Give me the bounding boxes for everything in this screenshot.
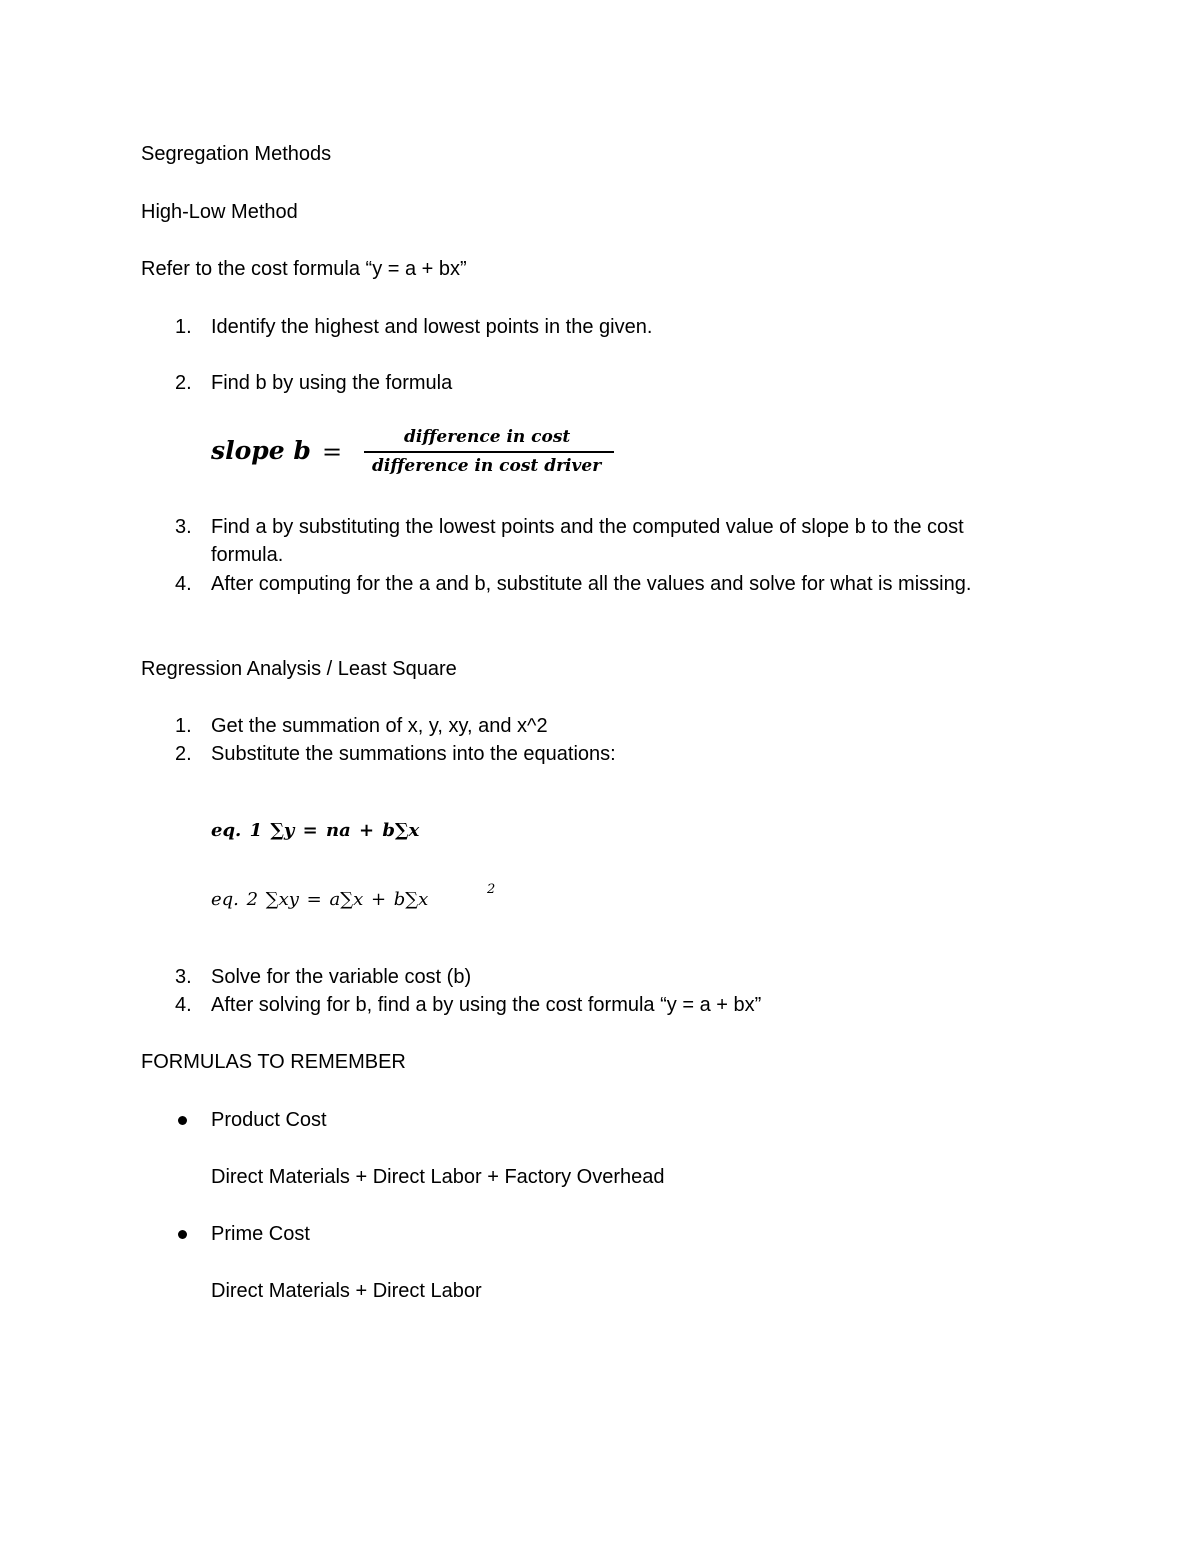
list-number: 4. — [175, 994, 192, 1016]
list-number: 4. — [175, 573, 192, 595]
list-text: Substitute the summations into the equations: — [211, 743, 616, 765]
list-text: Find a by substituting the lowest points and the computed value of slope b to the cost — [211, 516, 964, 538]
list-text: Find b by using the formula — [211, 372, 453, 394]
list-text: Identify the highest and lowest points in the given. — [211, 316, 653, 338]
fraction-bar — [364, 451, 614, 453]
list-text-continuation: formula. — [211, 544, 284, 566]
list-number: 2. — [175, 372, 192, 394]
list-text: Get the summation of x, y, xy, and x^2 — [211, 715, 548, 737]
formula-label-product-cost: Product Cost — [211, 1109, 327, 1131]
list-number: 1. — [175, 316, 192, 338]
list-text: Solve for the variable cost (b) — [211, 966, 472, 988]
document-title: Segregation Methods — [141, 143, 332, 165]
bullet-icon — [178, 1230, 187, 1239]
list-text: After solving for b, find a by using the cost formula “y = a + bx” — [211, 994, 762, 1016]
list-number: 2. — [175, 743, 192, 765]
formula-numerator: difference in cost — [404, 427, 571, 447]
section-heading-formulas: FORMULAS TO REMEMBER — [141, 1051, 406, 1073]
formula-value-product-cost: Direct Materials + Direct Labor + Factory Overhead — [211, 1166, 665, 1188]
bullet-icon — [178, 1116, 187, 1125]
formula-label-prime-cost: Prime Cost — [211, 1223, 310, 1245]
formula-lhs: slope b — [211, 436, 311, 465]
high-low-intro: Refer to the cost formula “y = a + bx” — [141, 258, 467, 280]
list-number: 3. — [175, 966, 192, 988]
section-heading-high-low: High-Low Method — [141, 201, 298, 223]
section-heading-regression: Regression Analysis / Least Square — [141, 658, 457, 680]
equation-2-exponent: 2 — [487, 882, 496, 897]
list-number: 3. — [175, 516, 192, 538]
equation-2-text: eq. 2 ∑xy = a∑x + b∑x — [211, 889, 429, 910]
formula-equals: = — [322, 438, 343, 466]
list-number: 1. — [175, 715, 192, 737]
equation-1: eq. 1 ∑y = na + b∑x — [211, 820, 420, 841]
formula-denominator: difference in cost driver — [372, 456, 602, 476]
formula-value-prime-cost: Direct Materials + Direct Labor — [211, 1280, 482, 1302]
list-text: After computing for the a and b, substitute all the values and solve for what is missing. — [211, 573, 972, 595]
